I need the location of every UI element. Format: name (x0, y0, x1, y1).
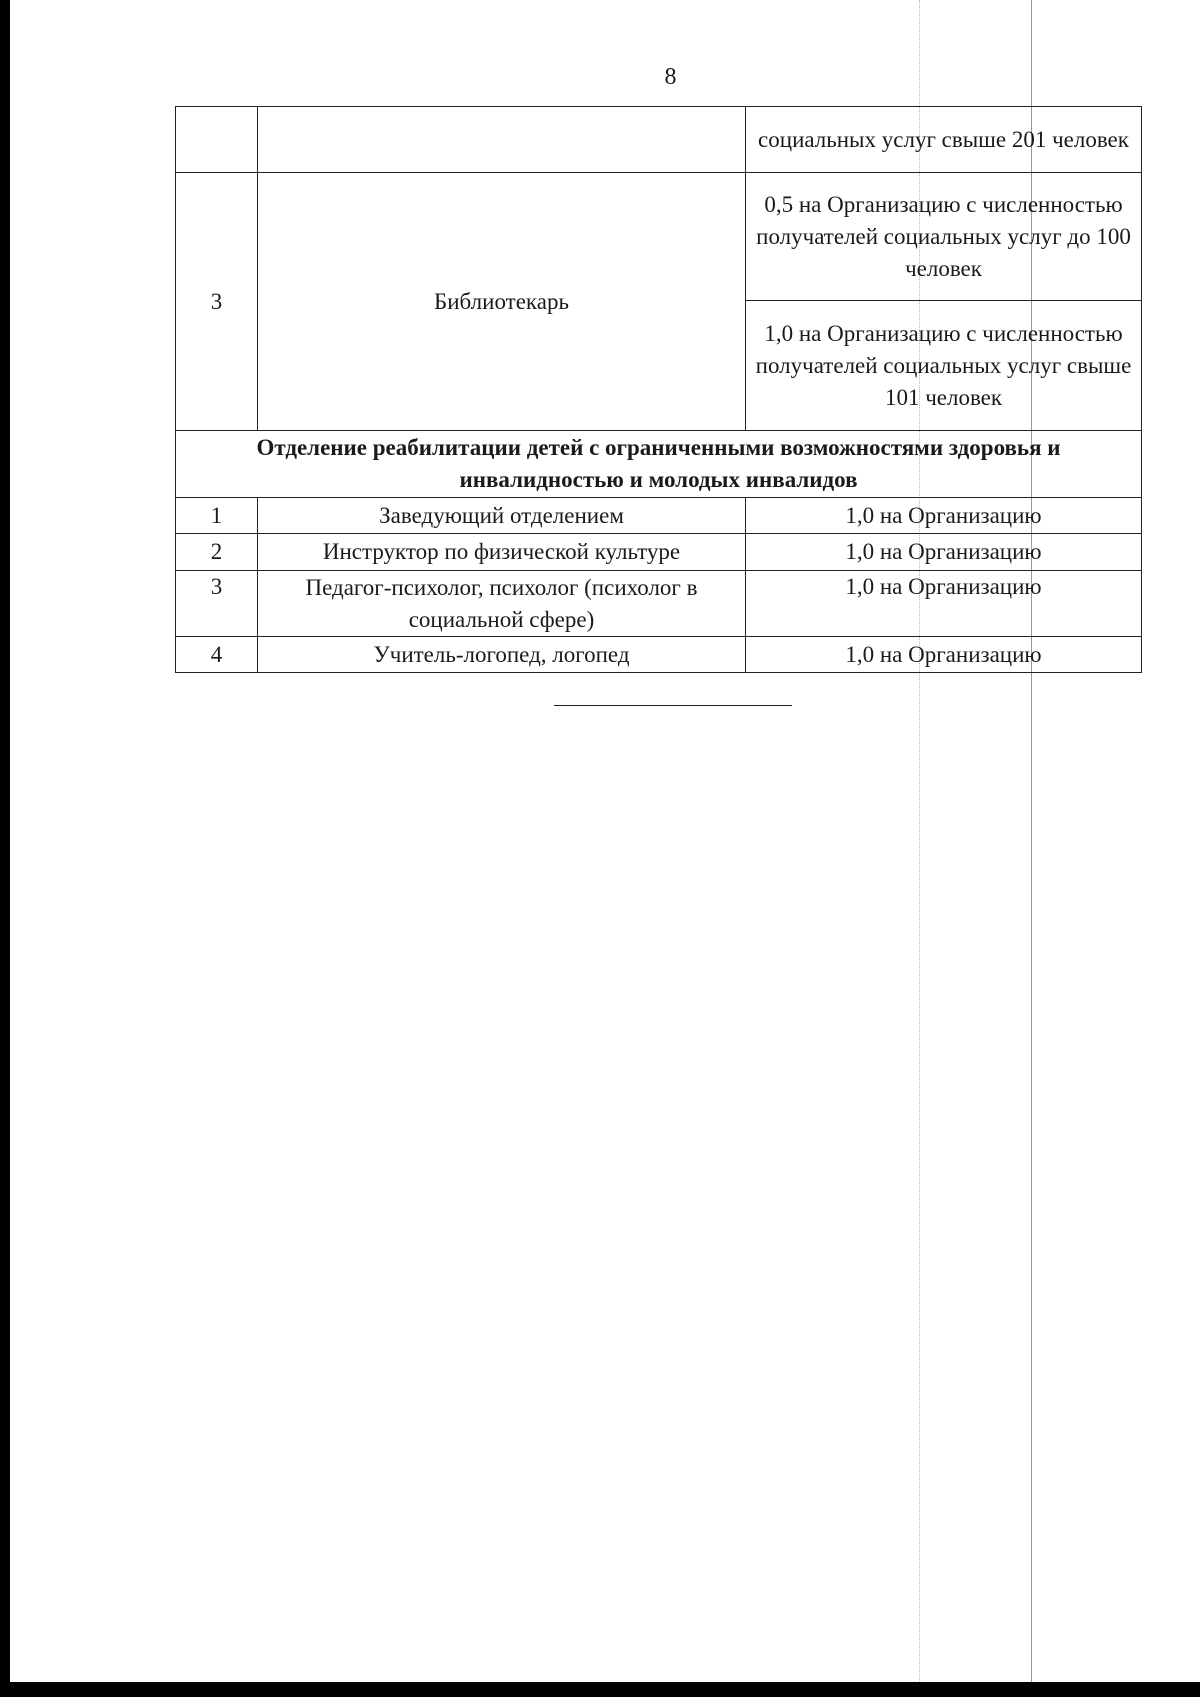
row-number-cell: 3 (176, 571, 258, 637)
table-row (176, 571, 1142, 637)
norm-cell: 1,0 на Организацию (746, 534, 1142, 571)
norm-cell: 1,0 на Организацию с численностью получателей социальных услуг свыше 101 человек (746, 301, 1142, 431)
row-number-cell: 3 (176, 173, 258, 431)
table-row-continued (176, 107, 1142, 173)
row-number-cell: 4 (176, 637, 258, 673)
norm-cell: 1,0 на Организацию (746, 637, 1142, 673)
table-row-librarian (176, 173, 1142, 301)
section-heading-row (176, 431, 1142, 498)
row-number-cell: 2 (176, 534, 258, 571)
row-number-cell (176, 107, 258, 173)
norm-cell: 1,0 на Организацию (746, 571, 1142, 637)
position-cell: Библиотекарь (258, 173, 746, 431)
position-cell: Педагог-психолог, психолог (психолог в социальной сфере) (258, 571, 746, 637)
position-cell: Инструктор по физической культуре (258, 534, 746, 571)
end-of-document-rule (554, 705, 792, 706)
section-heading: Отделение реабилитации детей с ограниченными возможностями здоровья и инвалидностью и молодых инвалидов (176, 431, 1142, 498)
position-cell: Заведующий отделением (258, 498, 746, 534)
norm-cell: 1,0 на Организацию (746, 498, 1142, 534)
table-row (176, 498, 1142, 534)
page-number: 8 (664, 64, 677, 90)
scan-border-left (0, 0, 10, 1697)
table-row (176, 637, 1142, 673)
table-row (176, 534, 1142, 571)
norm-cell: социальных услуг свыше 201 человек (746, 107, 1142, 173)
norm-cell: 0,5 на Организацию с численностью получателей социальных услуг до 100 человек (746, 173, 1142, 301)
row-number-cell: 1 (176, 498, 258, 534)
position-cell: Учитель-логопед, логопед (258, 637, 746, 673)
scan-border-bottom (0, 1682, 1200, 1697)
staffing-table (175, 106, 1142, 673)
position-cell (258, 107, 746, 173)
